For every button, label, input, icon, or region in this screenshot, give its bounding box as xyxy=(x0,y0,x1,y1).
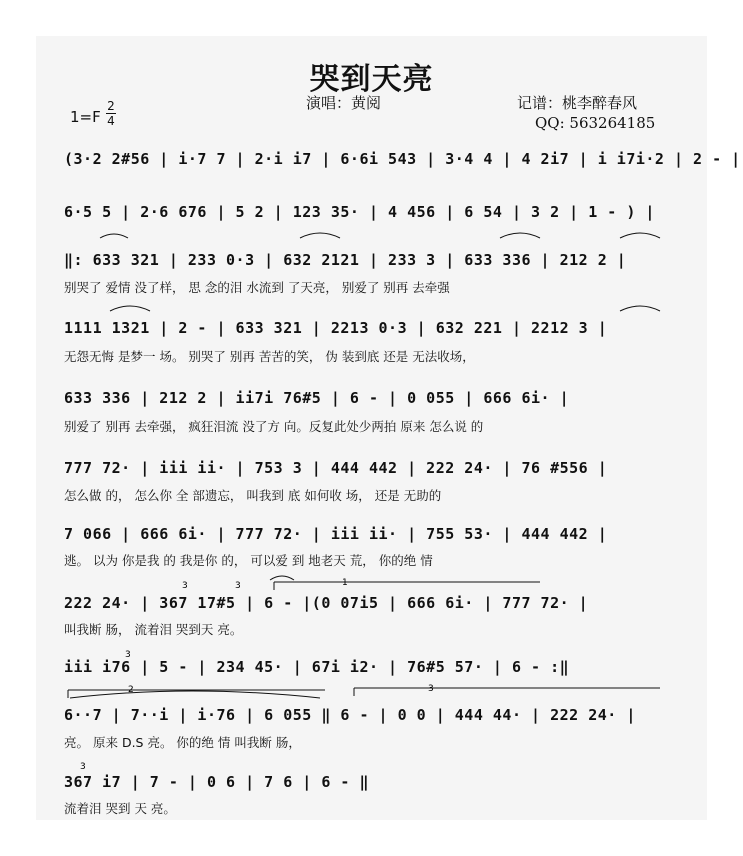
volta-label-1: 1 xyxy=(342,578,348,588)
volta-label-2: 2 xyxy=(128,685,134,695)
singer-credit: 演唱：黄阅 xyxy=(306,94,382,112)
key-signature: 1=F xyxy=(70,108,101,126)
lyric-row-6: 怎么做 的， 怎么你 全 部遗忘， 叫我到 底 如何收 场， 还是 无助的 xyxy=(64,488,442,503)
slur-1 xyxy=(100,234,128,238)
notation-row-2: 6·5 5 | 2·6 676 | 5 2 | 123 35· | 4 456 | 6 54 | 3 2 | 1 - ) | xyxy=(64,203,655,221)
slur-5 xyxy=(110,306,150,311)
triplet-mark-3: 3 xyxy=(125,650,131,660)
lyric-row-10: 亮。 原来 D.S 亮。 你的绝 情 叫我断 肠， xyxy=(64,735,301,750)
notation-row-1: (3·2 2#56 | i·7 7 | 2·i i7 | 6·6i 543 | 3·4 4 | 4 2i7 | i i7i·2 | 2 - | xyxy=(64,150,741,168)
qq-contact: QQ: 563264185 xyxy=(535,114,656,132)
volta-label-3: 3 xyxy=(428,684,434,694)
slur-2 xyxy=(300,233,340,238)
lyric-row-3: 别哭了 爱情 没了样， 思 念的泪 水流到 了天亮， 别爱了 别再 去牵强 xyxy=(64,280,450,295)
lyric-row-11: 流着泪 哭到 天 亮。 xyxy=(64,801,176,816)
time-bottom: 4 xyxy=(107,114,115,128)
lyric-row-8: 叫我断 肠， 流着泪 哭到天 亮。 xyxy=(64,622,243,637)
notator-credit: 记谱：桃李醉春风 xyxy=(517,94,638,112)
notation-row-11: 367 i7 | 7 - | 0 6 | 7 6 | 6 - ‖ xyxy=(64,773,369,791)
notation-row-5: 633 336 | 212 2 | ii7i 76#5 | 6 - | 0 055 | 666 6i· | xyxy=(64,389,570,407)
triplet-mark-1: 3 xyxy=(182,581,188,591)
triplet-mark-2: 3 xyxy=(235,581,241,591)
lyric-row-7: 逃。 以为 你是我 的 我是你 的， 可以爱 到 地老天 荒， 你的绝 情 xyxy=(64,553,433,568)
slur-6 xyxy=(620,306,660,311)
notation-row-10: 6··7 | 7··i | i·76 | 6 055 ‖ 6 - | 0 0 | 444 44· | 222 24· | xyxy=(64,706,636,724)
slur-7 xyxy=(270,576,294,580)
notation-row-9: iii i76 | 5 - | 234 45· | 67i i2· | 76#5 57· | 6 - :‖ xyxy=(64,658,570,676)
tie-arc xyxy=(70,691,320,698)
slur-3 xyxy=(500,233,540,238)
slur-4 xyxy=(620,233,660,238)
time-top: 2 xyxy=(107,99,115,113)
triplet-mark-4: 3 xyxy=(80,762,86,772)
lyric-row-5: 别爱了 别再 去牵强， 疯狂泪流 没了方 向。反复此处少两拍 原来 怎么说 的 xyxy=(64,419,484,434)
notation-row-7: 7 066 | 666 6i· | 777 72· | iii ii· | 755 53· | 444 442 | xyxy=(64,525,608,543)
notation-row-3: ‖: 633 321 | 233 0·3 | 632 2121 | 233 3 | 633 336 | 212 2 | xyxy=(64,251,627,269)
notation-row-4: 1111 1321 | 2 - | 633 321 | 2213 0·3 | 632 221 | 2212 3 | xyxy=(64,319,608,337)
song-title: 哭到天亮 xyxy=(309,62,434,97)
notation-row-8: 222 24· | 367 17#5 | 6 - |(0 07i5 | 666 6i· | 777 72· | xyxy=(64,594,589,612)
lyric-row-4: 无怨无悔 是梦一 场。 别哭了 别再 苦苦的笑， 伪 装到底 还是 无法收场， xyxy=(64,349,475,364)
notation-row-6: 777 72· | iii ii· | 753 3 | 444 442 | 222 24· | 76 #556 | xyxy=(64,459,608,477)
